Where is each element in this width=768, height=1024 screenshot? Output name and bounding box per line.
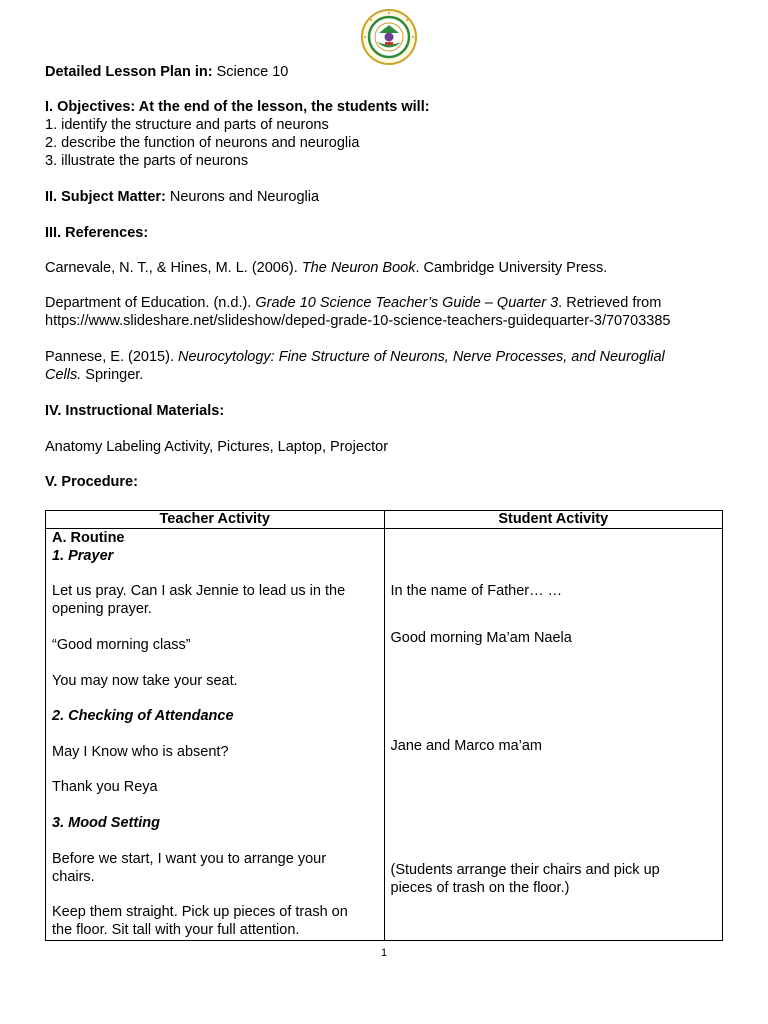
reference-3-cont: [45, 367, 725, 385]
reference-1-publisher: . Cambridge University Press.: [415, 260, 608, 276]
absent-question: May I Know who is absent?: [52, 744, 229, 760]
plan-subject: Science 10: [216, 64, 289, 80]
materials-heading: IV. Instructional Materials:: [45, 403, 225, 419]
reference-2: [45, 295, 725, 313]
objective-item-1: 1. identify the structure and parts of neurons: [45, 117, 329, 133]
subject-matter-value: Neurons and Neuroglia: [169, 189, 320, 205]
reference-2-title: Grade 10 Science Teacher’s Guide – Quarter 3: [255, 295, 559, 311]
reference-2-url[interactable]: https://www.slideshare.net/slideshow/deped-grade-10-science-teachers-guidequarter-3/70703385: [45, 313, 671, 329]
lesson-plan-title: [45, 64, 725, 82]
procedure-table: [45, 510, 723, 941]
prayer-title: 1. Prayer: [52, 548, 114, 564]
table-row: [46, 529, 723, 941]
procedure-table-header: [46, 511, 723, 529]
greeting-response: Good morning Ma’am Naela: [390, 630, 572, 646]
materials-list: Anatomy Labeling Activity, Pictures, Laptop, Projector: [45, 439, 389, 455]
reference-1-authors: Carnevale, N. T., & Hines, M. L. (2006).: [45, 260, 302, 276]
reference-1-title: The Neuron Book: [301, 260, 416, 276]
plan-label: Detailed Lesson Plan in:: [45, 64, 213, 80]
reference-3-title-end: Cells.: [45, 367, 82, 383]
objective-item-2: 2. describe the function of neurons and neuroglia: [45, 135, 360, 151]
keep-line-2: the floor. Sit tall with your full attention.: [52, 922, 300, 938]
arrange-line-1: (Students arrange their chairs and pick up: [390, 862, 660, 878]
greeting-text: “Good morning class”: [52, 637, 191, 653]
university-seal-logo: [361, 9, 417, 65]
procedure-heading: V. Procedure:: [45, 474, 138, 490]
page-number: 1: [380, 947, 388, 959]
prayer-response: In the name of Father… …: [390, 583, 563, 599]
objectives-heading: I. Objectives: At the end of the lesson, the students will:: [45, 99, 430, 115]
mood-line-1: Before we start, I want you to arrange your: [52, 851, 327, 867]
reference-3-authors: Pannese, E. (2015).: [45, 349, 178, 365]
reference-2-retrieved: . Retrieved from: [558, 295, 662, 311]
arrange-line-2: pieces of trash on the floor.): [390, 880, 570, 896]
teacher-activity-header: Teacher Activity: [46, 511, 385, 529]
reference-3-publisher: Springer.: [81, 367, 144, 383]
student-activity-header: Student Activity: [384, 511, 723, 529]
reference-3-title: Neurocytology: Fine Structure of Neurons, Nerve Processes, and Neuroglial: [178, 349, 665, 365]
mood-setting-title: 3. Mood Setting: [52, 815, 160, 831]
absent-response: Jane and Marco ma’am: [390, 738, 543, 754]
keep-line-1: Keep them straight. Pick up pieces of trash on: [52, 904, 348, 920]
routine-heading: A. Routine: [52, 530, 125, 546]
reference-1: [45, 260, 725, 278]
reference-3: [45, 349, 725, 367]
references-heading: III. References:: [45, 225, 149, 241]
subject-matter: [45, 189, 725, 207]
attendance-title: 2. Checking of Attendance: [52, 708, 234, 724]
thanks-text: Thank you Reya: [52, 779, 158, 795]
prayer-line-2: opening prayer.: [52, 601, 152, 617]
subject-matter-label: II. Subject Matter:: [45, 189, 166, 205]
prayer-line-1: Let us pray. Can I ask Jennie to lead us in the: [52, 583, 346, 599]
student-activity-cell: [384, 529, 723, 941]
reference-2-authors: Department of Education. (n.d.).: [45, 295, 256, 311]
objective-item-3: 3. illustrate the parts of neurons: [45, 153, 249, 169]
seat-text: You may now take your seat.: [52, 673, 238, 689]
mood-line-2: chairs.: [52, 869, 95, 885]
teacher-activity-cell: [46, 529, 385, 941]
